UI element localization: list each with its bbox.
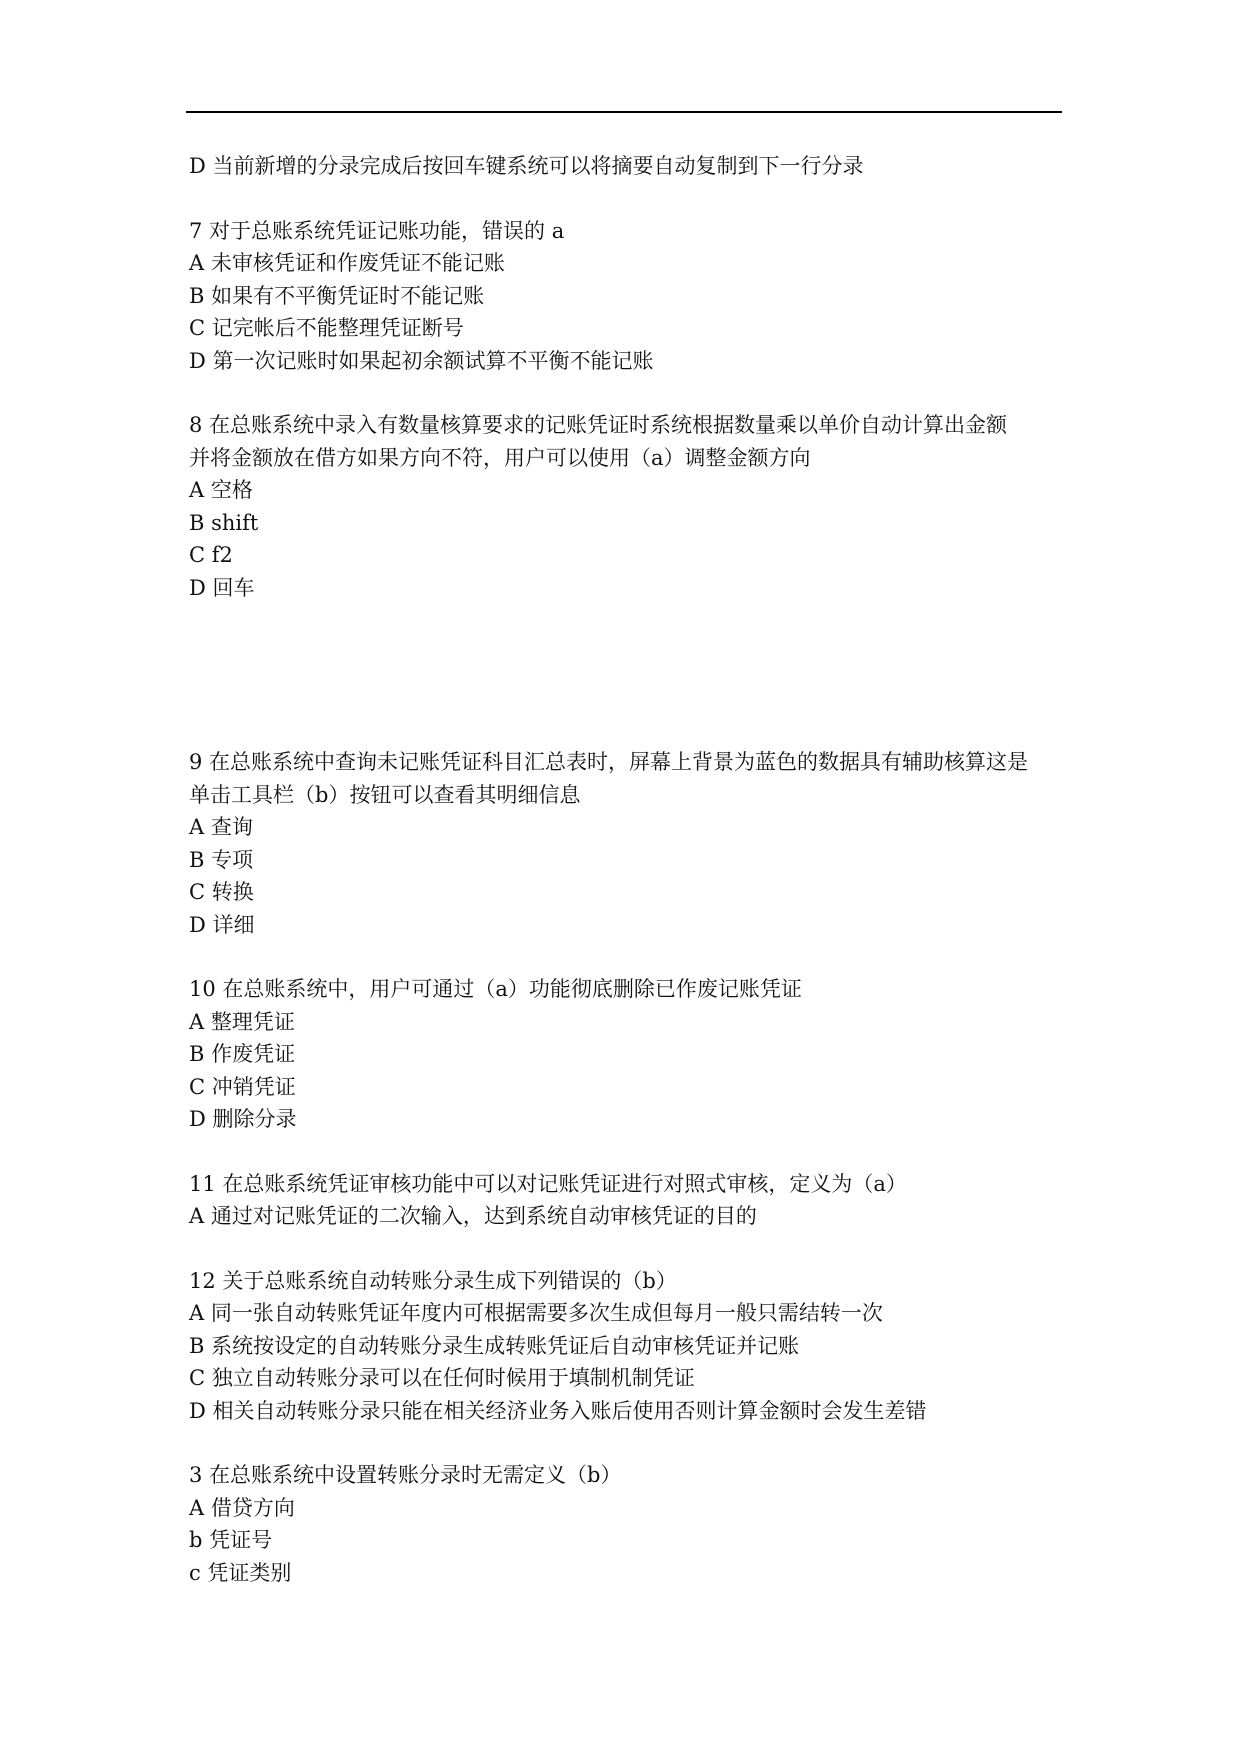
option-b: B 如果有不平衡凭证时不能记账: [189, 283, 485, 308]
option-d: D 删除分录: [189, 1107, 297, 1131]
option-a: A 整理凭证: [189, 1009, 295, 1034]
option-a: A 同一张自动转账凭证年度内可根据需要多次生成但每月一般只需结转一次: [189, 1301, 883, 1325]
lead-option-line: D 当前新增的分录完成后按回车键系统可以将摘要自动复制到下一行分录: [189, 154, 864, 178]
option-d: D 回车: [189, 575, 255, 600]
question-10: [189, 973, 1069, 1136]
question-text: 8 在总账系统中录入有数量核算要求的记账凭证时系统根据数量乘以单价自动计算出金额: [189, 413, 1008, 437]
question-text-cont: 并将金额放在借方如果方向不符，用户可以使用（a）调整金额方向: [189, 445, 811, 470]
option-b: B 系统按设定的自动转账分录生成转账凭证后自动审核凭证并记账: [189, 1333, 800, 1358]
option-b: B 作废凭证: [189, 1042, 296, 1066]
option-a: A 未审核凭证和作废凭证不能记账: [189, 251, 505, 275]
question-text: 3 在总账系统中设置转账分录时无需定义（b）: [189, 1463, 622, 1487]
option-c: C 记完帐后不能整理凭证断号: [189, 316, 464, 340]
option-a: A 借贷方向: [189, 1495, 295, 1520]
question-7: [189, 215, 1069, 378]
option-d: D 相关自动转账分录只能在相关经济业务入账后使用否则计算金额时会发生差错: [189, 1398, 927, 1423]
option-d: D 第一次记账时如果起初余额试算不平衡不能记账: [189, 348, 654, 373]
question-8: [189, 409, 1069, 604]
question-text: 11 在总账系统凭证审核功能中可以对记账凭证进行对照式审核，定义为（a）: [189, 1171, 907, 1196]
question-3: [189, 1459, 1069, 1589]
option-c: C f2: [189, 543, 233, 567]
option-c: C 独立自动转账分录可以在任何时候用于填制机制凭证: [189, 1366, 695, 1390]
option-d: D 详细: [189, 912, 255, 937]
option-c: c 凭证类别: [189, 1560, 292, 1585]
option-a: A 空格: [189, 478, 253, 502]
question-12: [189, 1265, 1069, 1428]
question-text: 10 在总账系统中，用户可通过（a）功能彻底删除已作废记账凭证: [189, 977, 802, 1001]
question-text-cont: 单击工具栏（b）按钮可以查看其明细信息: [189, 782, 581, 807]
question-9: [189, 746, 1069, 941]
question-text: 12 关于总账系统自动转账分录生成下列错误的（b）: [189, 1268, 677, 1293]
question-11: [189, 1168, 1069, 1233]
option-b: B shift: [189, 510, 259, 535]
option-b: B 专项: [189, 847, 254, 872]
option-c: C 转换: [189, 880, 254, 904]
option-b: b 凭证号: [189, 1528, 273, 1552]
document-body: [189, 150, 1069, 1621]
header-rule: [186, 111, 1062, 113]
blank-gap: [189, 636, 1069, 746]
lead-option-block: [189, 150, 1069, 183]
option-c: C 冲销凭证: [189, 1074, 296, 1099]
question-text: 7 对于总账系统凭证记账功能，错误的 a: [189, 218, 565, 243]
question-text: 9 在总账系统中查询未记账凭证科目汇总表时，屏幕上背景为蓝色的数据具有辅助核算这是: [189, 750, 1029, 774]
option-a: A 通过对记账凭证的二次输入，达到系统自动审核凭证的目的: [189, 1204, 757, 1228]
option-a: A 查询: [189, 815, 253, 839]
